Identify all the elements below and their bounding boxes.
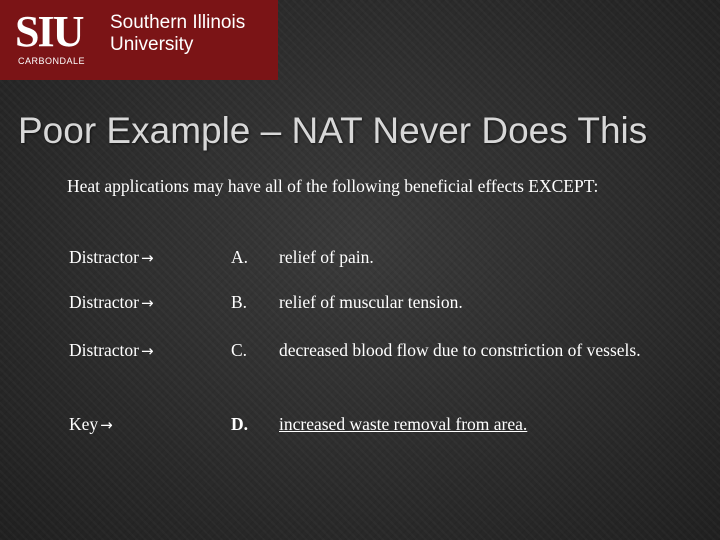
option-text: increased waste removal from area. <box>279 414 528 434</box>
arrow-right-icon: → <box>100 416 113 434</box>
arrow-right-icon: → <box>140 249 154 267</box>
role-text: Distractor <box>69 292 139 312</box>
option-letter: A. <box>231 247 249 267</box>
role-text: Key <box>69 414 99 434</box>
role-text: Distractor <box>69 340 139 360</box>
option-letter: C. <box>231 340 248 360</box>
logo-name <box>110 12 245 56</box>
option-role-label <box>69 338 154 363</box>
logo-name-line1: Southern Illinois <box>110 12 246 33</box>
arrow-right-icon: → <box>140 342 154 360</box>
logo-name-line2: University <box>110 34 194 55</box>
arrow-right-icon: → <box>140 294 154 312</box>
option-role-label <box>69 245 154 270</box>
role-text: Distractor <box>69 247 139 267</box>
option-text: relief of muscular tension. <box>279 292 463 312</box>
logo-campus: CARBONDALE <box>18 56 86 66</box>
slide-title: Poor Example – NAT Never Does This <box>18 110 648 151</box>
siu-logo <box>0 0 278 80</box>
option-role-label <box>69 290 154 315</box>
question-stem: Heat applications may have all of the following beneficial effects EXCEPT: <box>67 176 599 196</box>
option-role-label <box>69 412 113 437</box>
option-letter: B. <box>231 292 248 312</box>
option-text: relief of pain. <box>279 247 374 267</box>
option-letter: D. <box>231 414 249 434</box>
option-text: decreased blood flow due to constriction of vessels. <box>279 340 641 360</box>
logo-mark: SIU <box>15 7 83 56</box>
